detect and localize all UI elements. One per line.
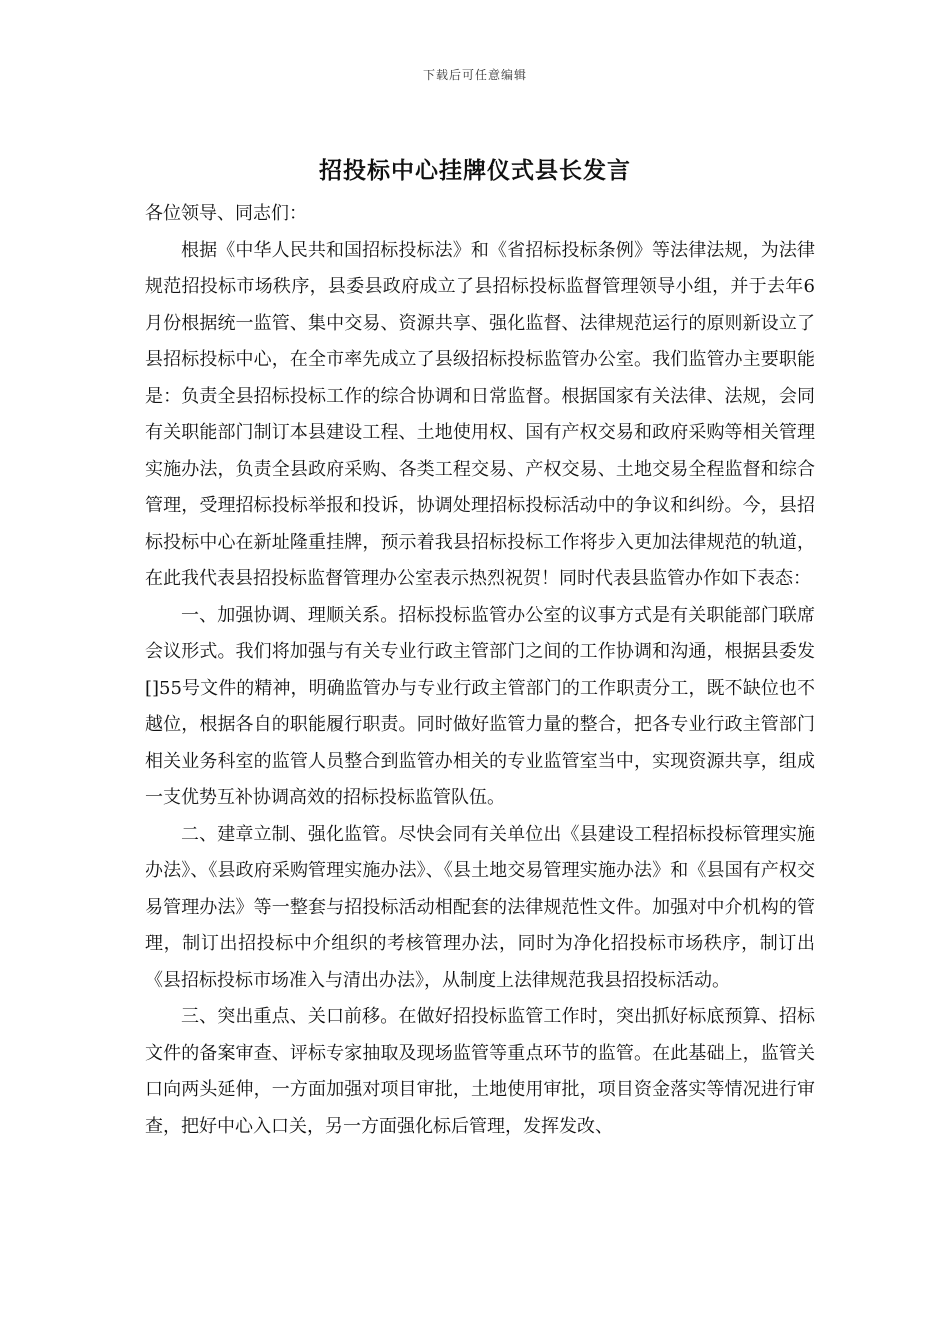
header-note: 下载后可任意编辑	[422, 68, 527, 82]
document-body	[145, 196, 815, 1145]
paragraph-intro: 根据《中华人民共和国招标投标法》和《省招标投标条例》等法律法规，为法律规范招投标市场秩序，县委县政府成立了县招标投标监督管理领导小组，并于去年6月份根据统一监管、集中交易、资源共享、强化监督、法律规范运行的原则新设立了县招标投标中心，在全市率先成立了县级招标投标监管办公室。我们监管办主要职能是：负责全县招标投标工作的综合协调和日常监督。根据国家有关法律、法规，会同有关职能部门制订本县建设工程、土地使用权、国有产权交易和政府采购等相关管理实施办法，负责全县政府采购、各类工程交易、产权交易、土地交易全程监督和综合管理，受理招标投标举报和投诉，协调处理招标投标活动中的争议和纠纷。今，县招标投标中心在新址隆重挂牌，预示着我县招标投标工作将步入更加法律规范的轨道，在此我代表县招投标监督管理办公室表示热烈祝贺！同时代表县监管办作如下表态：	[145, 239, 815, 589]
paragraph-regulation: 二、建章立制、强化监管。尽快会同有关单位出《县建设工程招标投标管理实施办法》、《县政府采购管理实施办法》、《县土地交易管理实施办法》和《县国有产权交易管理办法》等一整套与招投标活动相配套的法律规范性文件。加强对中介机构的管理，制订出招投标中介组织的考核管理办法，同时为净化招投标市场秩序，制订出《县招标投标市场准入与清出办法》，从制度上法律规范我县招投标活动。	[145, 823, 815, 991]
greeting: 各位领导、同志们：	[145, 203, 307, 224]
paragraph-coordination: 一、加强协调、理顺关系。招标投标监管办公室的议事方式是有关职能部门联席会议形式。我们将加强与有关专业行政主管部门之间的工作协调和沟通，根据县委发[]55号文件的精神，明确监管办与专业行政主管部门的工作职责分工，既不缺位也不越位，根据各自的职能履行职责。同时做好监管力量的整合，把各专业行政主管部门相关业务科室的监管人员整合到监管办相关的专业监管室当中，实现资源共享，组成一支优势互补协调高效的招标投标监管队伍。	[145, 604, 815, 808]
page-title: 招投标中心挂牌仪式县长发言	[319, 157, 631, 184]
paragraph-key-points: 三、突出重点、关口前移。在做好招投标监管工作时，突出抓好标底预算、招标文件的备案审查、评标专家抽取及现场监管等重点环节的监管。在此基础上，监管关口向两头延伸，一方面加强对项目审批，土地使用审批，项目资金落实等情况进行审查，把好中心入口关，另一方面强化标后管理，发挥发改、	[145, 1006, 815, 1137]
